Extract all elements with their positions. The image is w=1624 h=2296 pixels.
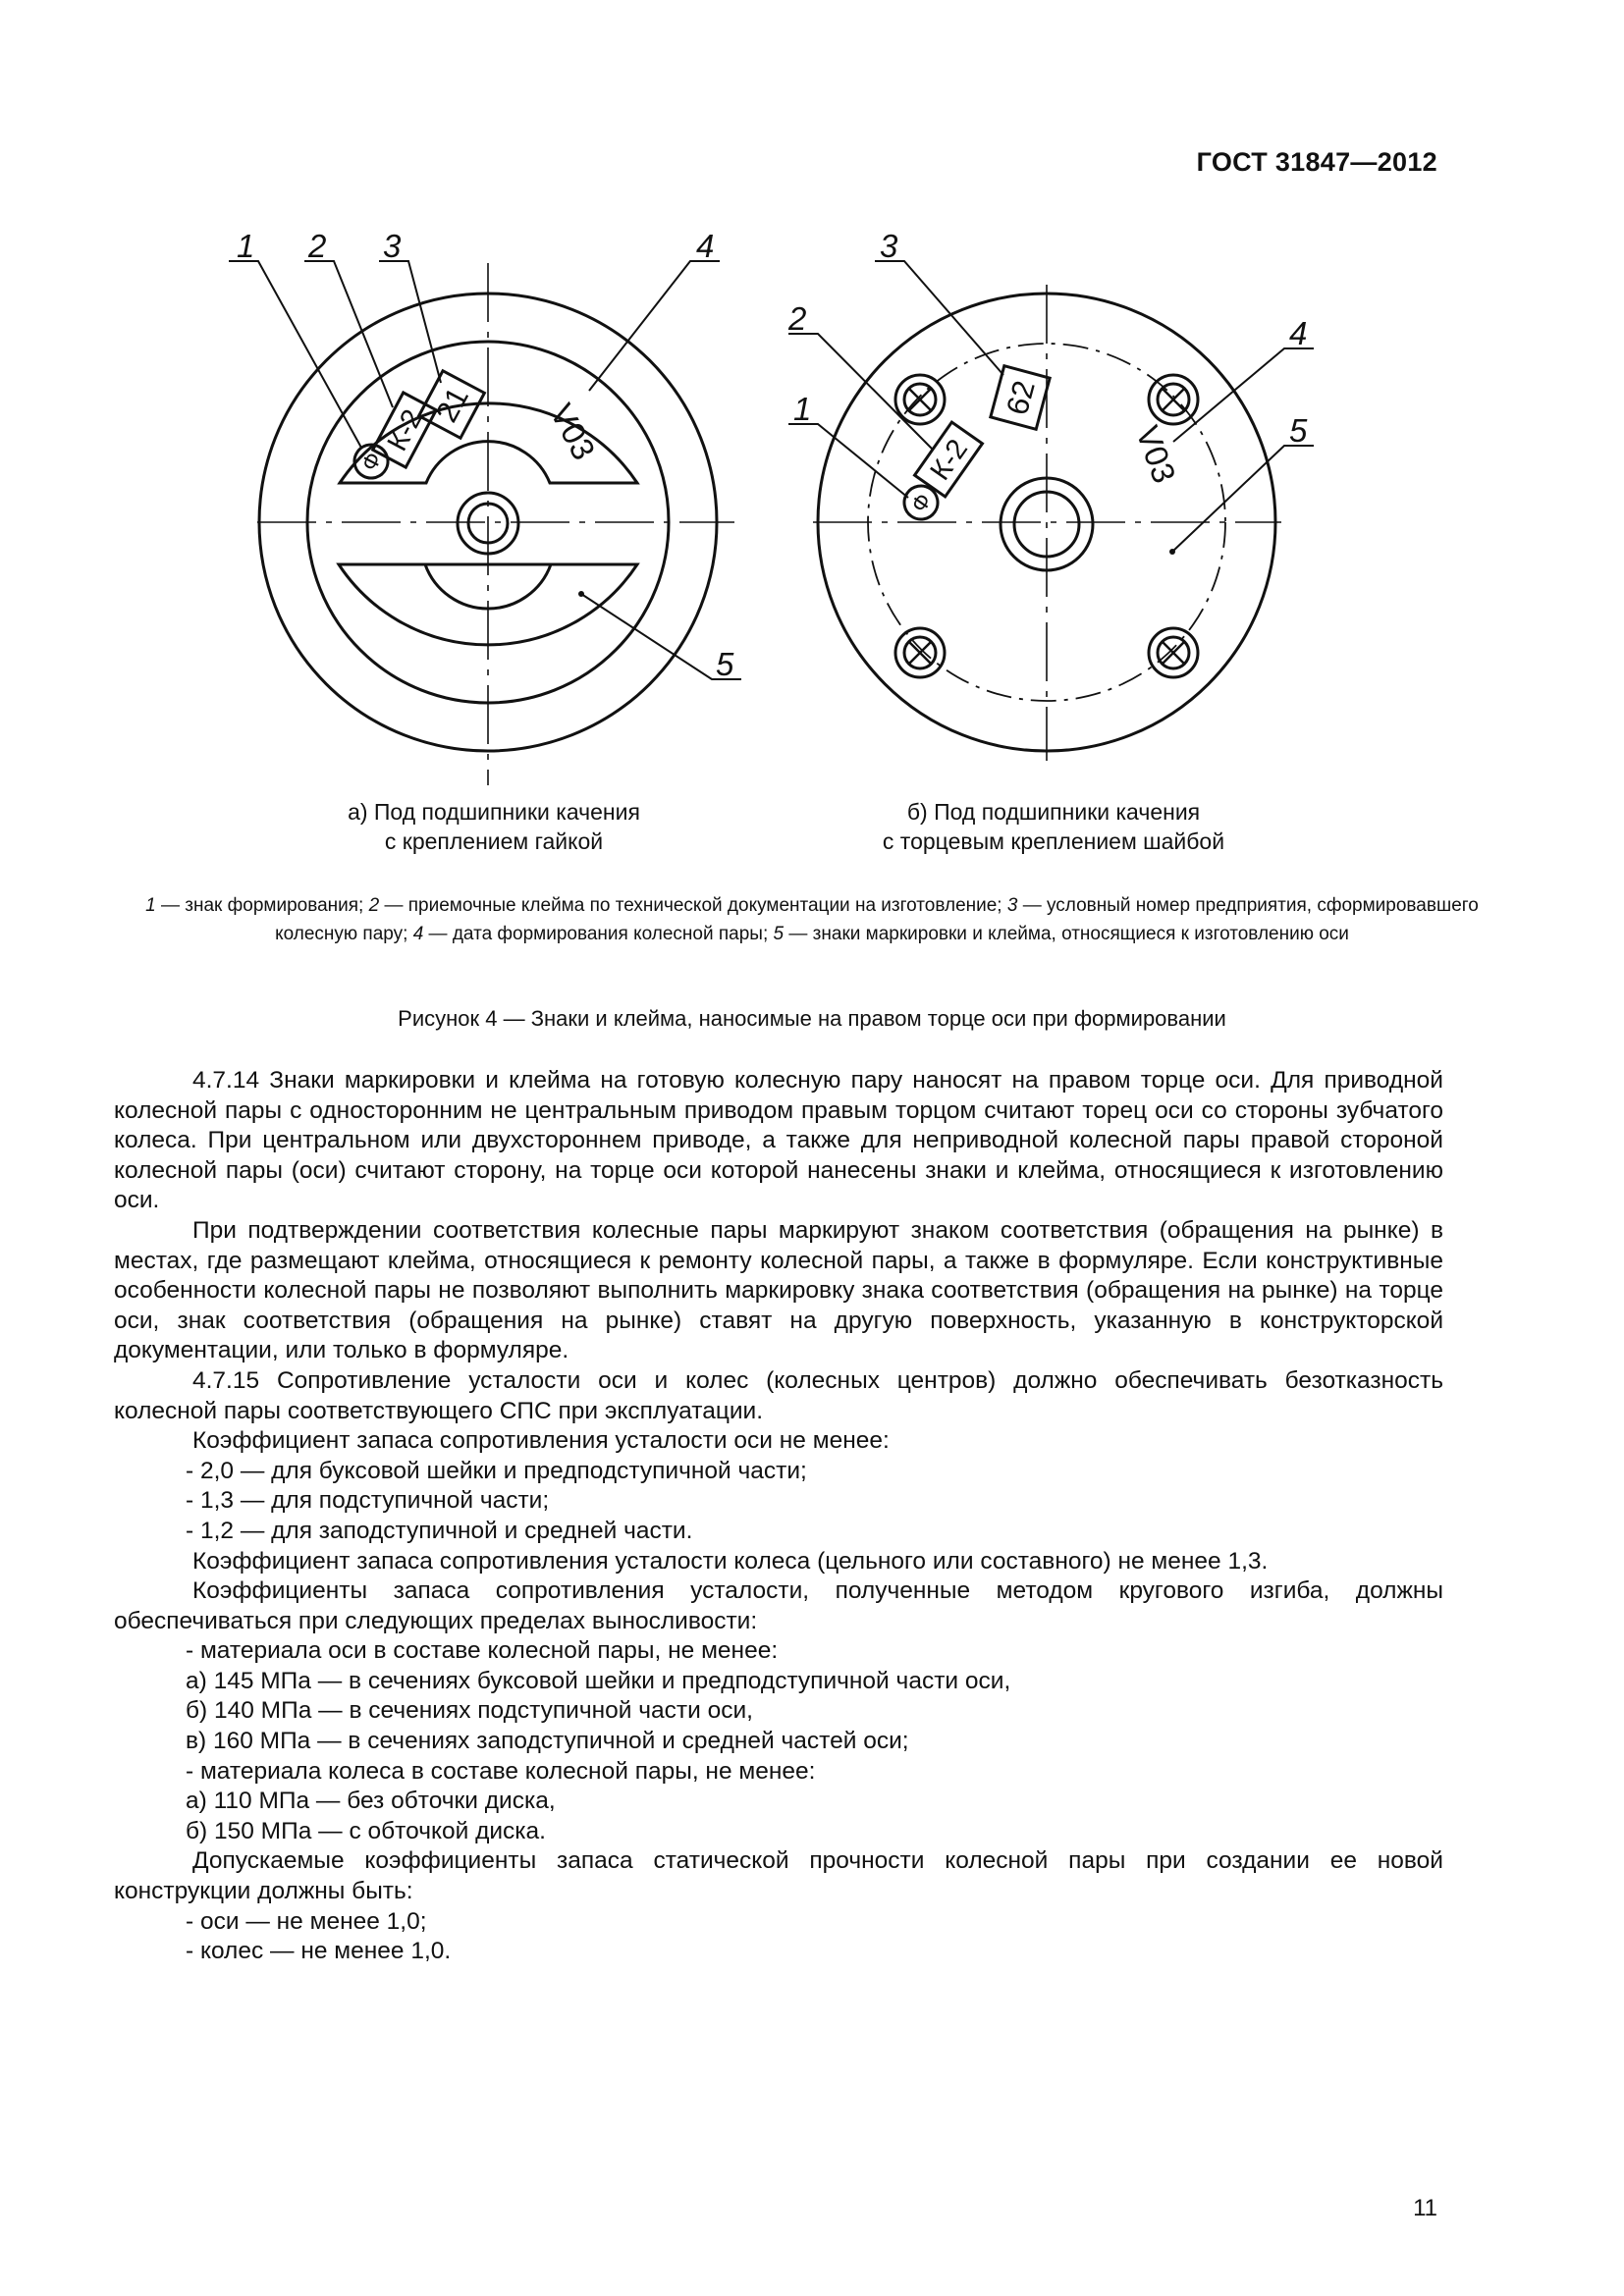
list-item-wheel-b: б) 150 МПа — с обточкой диска. (186, 1817, 546, 1844)
sublabel-a-line2: с креплением гайкой (384, 828, 604, 854)
paragraph-endurance-limits: Коэффициенты запаса сопротивления усталости, полученные методом кругового изгиба, должны обеспечиваться при следующих пределах выносливости: (114, 1577, 1443, 1634)
right-leader-5 (1172, 446, 1314, 552)
sublabel-b-line2: с торцевым креплением шайбой (882, 828, 1225, 854)
list-item-axle-material: - материала оси в составе колесной пары, не менее: (186, 1637, 779, 1665)
drawing-a (229, 228, 741, 785)
paragraph-wheel-coefficient: Коэффициент запаса сопротивления усталости колеса (цельного или составного) не менее 1,3. (192, 1547, 1269, 1575)
legend-text-4: — дата формирования колесной пары; (423, 924, 774, 944)
legend-text-5: — знаки маркировки и клейма, относящиеся к изготовлению оси (784, 924, 1349, 944)
figure-4-drawing (0, 216, 1624, 864)
right-callout-3: 3 (880, 228, 898, 264)
right-acceptance-mark: К-2 (924, 433, 975, 487)
left-leader-5-dot (578, 591, 584, 597)
left-callout-5: 5 (716, 646, 734, 682)
page-number: 11 (1413, 2195, 1437, 2221)
paragraph-4-7-15: 4.7.15 Сопротивление усталости оси и колес (колесных центров) должно обеспечивать безотказность колесной пары соответствующего СПС при эксплуатации. (114, 1366, 1443, 1424)
list-item-axle-1: - 2,0 — для буксовой шейки и предподступичной части; (186, 1457, 807, 1484)
list-item-wheel-a: а) 110 МПа — без обточки диска, (186, 1788, 556, 1815)
legend-text-1: — знак формирования; (155, 895, 369, 916)
list-item-axle-a: а) 145 МПа — в сечениях буксовой шейки и предподступичной части оси, (186, 1667, 1011, 1694)
right-leader-3 (875, 261, 1003, 375)
paragraph-4-7-14: 4.7.14 Знаки маркировки и клейма на готовую колесную пару наносят на правом торце оси. Для приводной колесной пары с односторонним не центральным приводом правым торцом считают торец оси со стороны зубчатого колеса. При центральном или двухстороннем приводе, а также для неприводной колесной пары правой стороной колесной пары (оси) считают сторону, на торце оси которой нанесены знаки и клейма, относящиеся к изготовлению оси. (114, 1067, 1443, 1214)
left-callout-3: 3 (383, 228, 402, 264)
body-text (114, 1066, 1443, 1967)
legend-num-3: 3 (1006, 895, 1018, 916)
right-callout-1: 1 (793, 391, 812, 427)
left-leader-2 (304, 261, 393, 407)
left-date-mark: V03 (543, 398, 603, 466)
sublabel-b (808, 797, 1299, 856)
figure-caption: Рисунок 4 — Знаки и клейма, наносимые на правом торце оси при формировании (398, 1006, 1226, 1031)
legend-num-1: 1 (145, 895, 156, 916)
sublabel-a-line1: а) Под подшипники качения (348, 799, 640, 825)
left-enterprise-number: 21 (428, 381, 475, 428)
list-item-wheel-material: - материала колеса в составе колесной пары, не менее: (186, 1757, 816, 1785)
legend-num-4: 4 (412, 924, 424, 944)
paragraph-static-strength: Допускаемые коэффициенты запаса статической прочности колесной пары при создании ее новой конструкции должны быть: (114, 1847, 1443, 1905)
sublabel-b-line1: б) Под подшипники качения (906, 799, 1201, 825)
legend-text-2: — приемочные клейма по технической документации на изготовление; (379, 895, 1007, 916)
list-item-axle-c: в) 160 МПа — в сечениях заподступичной и средней частей оси; (186, 1728, 909, 1755)
paragraph-axle-coefficient: Коэффициент запаса сопротивления усталости оси не менее: (192, 1427, 890, 1455)
left-forming-mark: Ф (355, 448, 387, 475)
list-item-axle-3: - 1,2 — для заподступичной и средней части. (186, 1517, 693, 1544)
left-callout-1: 1 (237, 228, 255, 264)
bolt-top-left (895, 375, 945, 424)
left-leader-4 (589, 261, 720, 391)
sublabel-a (248, 797, 739, 856)
paragraph-conformity: При подтверждении соответствия колесные пары маркируют знаком соответствия (обращения на рынке) в местах, где размещают клейма, относящиеся к ремонту колесной пары, а также в формуляре. Если конструктивные особенности колесной пары не позволяют выполнить маркировку знака соответствия (обращения на рынке) на торце оси, знак соответствия (обращения на рынке) ставят на другую поверхность, указанную в конструкторской документации, или только в формуляре. (114, 1216, 1443, 1364)
right-date-mark: V03 (1129, 420, 1183, 488)
left-callout-2: 2 (308, 228, 327, 264)
drawing-b (787, 228, 1314, 761)
bolt-top-right (1149, 375, 1198, 424)
legend-text-3: — условный номер предприятия, сформировавшего колесную пару; (275, 895, 1479, 944)
list-item-static-axle: - оси — не менее 1,0; (186, 1907, 427, 1935)
right-callout-4: 4 (1289, 315, 1308, 351)
right-leader-5-dot (1169, 549, 1175, 555)
right-callout-5: 5 (1289, 412, 1308, 449)
left-leader-3 (379, 261, 441, 383)
left-leader-1 (229, 261, 361, 448)
document-code: ГОСТ 31847—2012 (1196, 147, 1437, 177)
bolt-bottom-right (1149, 628, 1198, 677)
right-callout-2: 2 (788, 300, 807, 337)
list-item-axle-b: б) 140 МПа — в сечениях подступичной части оси, (186, 1697, 753, 1725)
left-callout-4: 4 (696, 228, 715, 264)
figure-4 (0, 216, 1624, 864)
left-acceptance-mark: К-2 (381, 404, 430, 456)
list-item-axle-2: - 1,3 — для подступичной части; (186, 1487, 550, 1515)
list-item-static-wheels: - колес — не менее 1,0. (186, 1938, 452, 1965)
bolt-bottom-left (895, 628, 945, 677)
right-forming-mark: Ф (905, 488, 937, 517)
legend-num-5: 5 (773, 924, 785, 944)
right-enterprise-number: 62 (1000, 376, 1042, 419)
legend-num-2: 2 (368, 895, 380, 916)
figure-legend (137, 891, 1487, 948)
